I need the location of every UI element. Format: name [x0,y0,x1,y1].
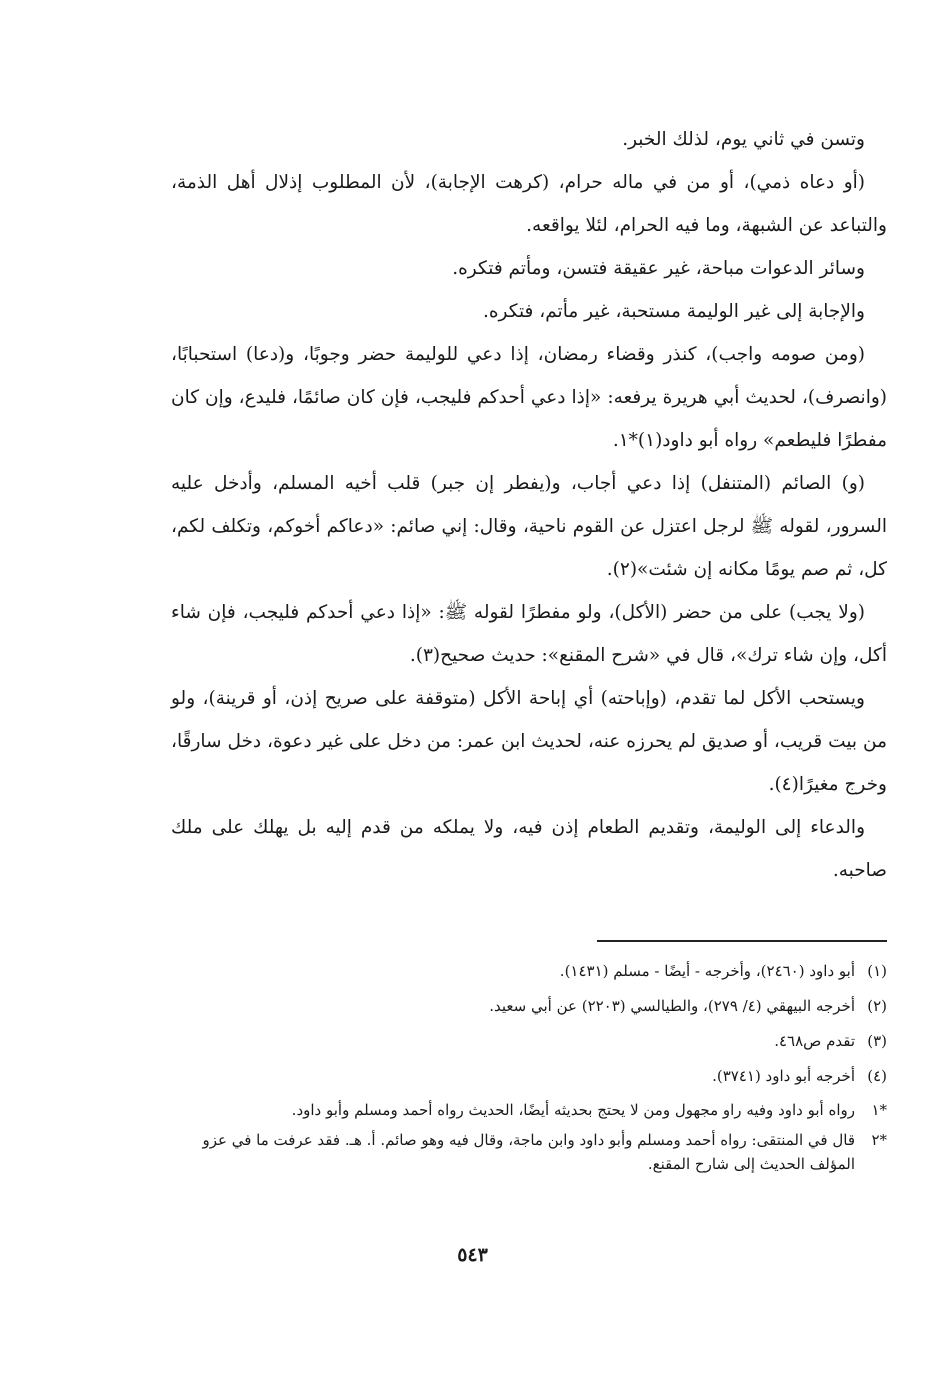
author-note-text: قال في المنتقى: رواه أحمد ومسلم وأبو داود وابن ماجة، وقال فيه وهو صائم. أ. هـ. فقد عرفت ما في عزو المؤلف الحديث إلى شارح المقنع. [202,1131,855,1173]
paragraph-2: (أو دعاه ذمي)، أو من في ماله حرام، (كرهت الإجابة)، لأن المطلوب إذلال أهل الذمة، والتباعد عن الشبهة، وما فيه الحرام، لئلا يواقعه. [171,172,887,236]
footnote-2 [171,993,887,1019]
paragraph-6: (و) الصائم (المتنفل) إذا دعي أجاب، و(يفطر إن جبر) قلب أخيه المسلم، وأدخل عليه السرور، لقوله ﷺ لرجل اعتزل عن القوم ناحية، وقال: إني صائم: «دعاكم أخوكم، وتكلف لكم، كل، ثم صم يومًا مكانه إن شئت»(٢). [171,473,887,580]
footnote-text: أخرجه أبو داود (٣٧٤١). [712,1067,855,1085]
footnote-text: تقدم ص٤٦٨. [774,1032,855,1050]
footnote-marker: (٤) [867,1067,887,1085]
paragraph-3: وسائر الدعوات مباحة، غير عقيقة فتسن، ومأتم فتكره. [452,258,865,279]
author-note-2 [171,1128,887,1176]
main-text [171,118,887,892]
footnote-marker: (٢) [867,997,887,1015]
paragraph-5: (ومن صومه واجب)، كنذر وقضاء رمضان، إذا دعي للوليمة حضر وجوبًا، و(دعا) استحبابًا، (وانصرف)، لحديث أبي هريرة يرفعه: «إذا دعي أحدكم فليجب، فإن كان صائمًا، فليدع، وإن كان مفطرًا فليطعم» رواه أبو داود(١)*١. [171,344,887,451]
footnote-4 [171,1063,887,1089]
author-note-marker: *١ [871,1101,887,1119]
paragraph-4: والإجابة إلى غير الوليمة مستحبة، غير مأتم، فتكره. [482,301,865,322]
author-note-text: رواه أبو داود وفيه راو مجهول ومن لا يحتج بحديثه أيضًا، الحديث رواه أحمد ومسلم وأبو داود. [291,1101,855,1119]
page-body [171,118,887,892]
footnote-marker: (١) [867,962,887,980]
page-number: ٥٤٣ [457,1244,488,1266]
footnote-separator [597,940,887,942]
footnote-3 [171,1028,887,1054]
paragraph-8: ويستحب الأكل لما تقدم، (وإباحته) أي إباحة الأكل (متوقفة على صريح إذن، أو قرينة)، ولو من بيت قريب، أو صديق لم يحرزه عنه، لحديث ابن عمر: من دخل على غير دعوة، دخل سارقًا، وخرج مغيرًا(٤). [171,688,887,795]
paragraph-7: (ولا يجب) على من حضر (الأكل)، ولو مفطرًا لقوله ﷺ: «إذا دعي أحدكم فليجب، فإن شاء أكل، وإن شاء ترك»، قال في «شرح المقنع»: حديث صحيح(٣). [171,602,887,666]
footnote-text: أبو داود (٢٤٦٠)، وأخرجه - أيضًا - مسلم (١٤٣١). [559,962,855,980]
paragraph-1: وتسن في ثاني يوم، لذلك الخبر. [622,129,865,150]
footnotes [171,958,887,1182]
footnote-marker: (٣) [867,1032,887,1050]
author-note-marker: *٢ [871,1131,887,1149]
paragraph-9: والدعاء إلى الوليمة، وتقديم الطعام إذن فيه، ولا يملكه من قدم إليه بل يهلك على ملك صاحبه. [171,817,887,881]
author-note-1 [171,1098,887,1122]
footnote-text: أخرجه البيهقي (٤/ ٢٧٩)، والطيالسي (٢٢٠٣) عن أبي سعيد. [489,997,855,1015]
footnote-1 [171,958,887,984]
